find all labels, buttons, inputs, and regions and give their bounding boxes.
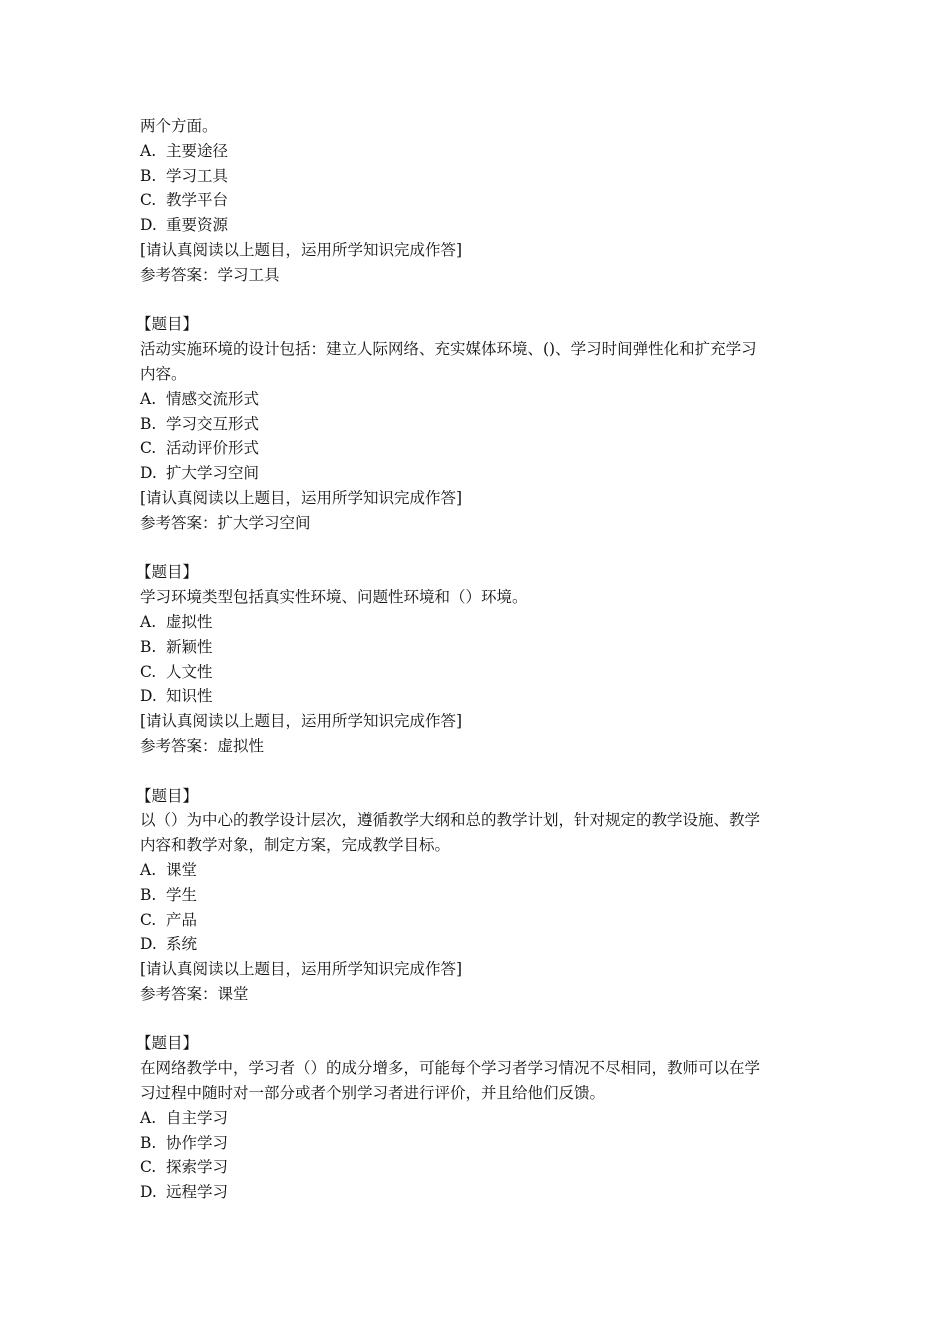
option-text: 探索学习 [166, 1158, 229, 1177]
option-letter: C. [140, 910, 157, 929]
option-letter: D. [140, 464, 157, 483]
option-text: 知识性 [166, 687, 213, 706]
question-heading: 【题目】 [136, 315, 199, 334]
question-fragment [140, 114, 820, 288]
option-letter: D. [140, 216, 157, 235]
option-a [140, 1106, 820, 1131]
option-letter: A. [140, 389, 157, 408]
reference-answer: 参考答案：扩大学习空间 [140, 513, 311, 532]
question-block [136, 312, 820, 535]
option-text: 产品 [166, 910, 198, 929]
option-c [140, 908, 820, 933]
option-letter: A. [140, 612, 157, 631]
question-block [136, 784, 820, 1007]
document-page [136, 114, 820, 1205]
option-text: 新颖性 [166, 637, 213, 656]
option-c [140, 436, 820, 461]
option-d [140, 932, 820, 957]
option-b [140, 635, 820, 660]
option-a [140, 858, 820, 883]
option-letter: B. [140, 1133, 157, 1152]
option-b [140, 164, 820, 189]
option-text: 虚拟性 [166, 612, 213, 631]
option-text: 情感交流形式 [166, 389, 260, 408]
option-text: 活动评价形式 [166, 439, 260, 458]
option-text: 重要资源 [166, 216, 229, 235]
option-d [140, 213, 820, 238]
option-b [140, 412, 820, 437]
question-stem-line: 习过程中随时对一部分或者个别学习者进行评价，并且给他们反馈。 [140, 1084, 606, 1103]
option-letter: A. [140, 860, 157, 879]
option-text: 学习交互形式 [166, 414, 260, 433]
option-b [140, 883, 820, 908]
option-letter: B. [140, 637, 157, 656]
option-text: 课堂 [166, 860, 198, 879]
reference-answer: 参考答案：学习工具 [140, 265, 280, 284]
option-letter: D. [140, 935, 157, 954]
question-stem-line: 内容。 [140, 364, 187, 383]
question-block [136, 1031, 820, 1205]
option-letter: B. [140, 885, 157, 904]
question-stem-line: 以（）为中心的教学设计层次，遵循教学大纲和总的教学计划，针对规定的教学设施、教学 [140, 811, 761, 830]
option-d [140, 1180, 820, 1205]
question-stem-line: 在网络教学中，学习者（）的成分增多，可能每个学习者学习情况不尽相同，教师可以在学 [140, 1059, 761, 1078]
instruction-text: [请认真阅读以上题目，运用所学知识完成作答] [140, 240, 463, 259]
option-letter: C. [140, 191, 157, 210]
option-text: 系统 [166, 935, 198, 954]
option-text: 学习工具 [166, 166, 229, 185]
option-text: 扩大学习空间 [166, 464, 260, 483]
option-letter: C. [140, 1158, 157, 1177]
option-text: 主要途径 [166, 141, 229, 160]
option-d [140, 684, 820, 709]
option-d [140, 461, 820, 486]
question-stem-line: 学习环境类型包括真实性环境、问题性环境和（）环境。 [140, 588, 528, 607]
instruction-text: [请认真阅读以上题目，运用所学知识完成作答] [140, 960, 463, 979]
question-heading: 【题目】 [136, 786, 199, 805]
question-heading: 【题目】 [136, 1034, 199, 1053]
option-text: 自主学习 [166, 1108, 229, 1127]
instruction-text: [请认真阅读以上题目，运用所学知识完成作答] [140, 488, 463, 507]
option-text: 远程学习 [166, 1183, 229, 1202]
option-text: 学生 [166, 885, 198, 904]
question-heading: 【题目】 [136, 563, 199, 582]
option-letter: D. [140, 1183, 157, 1202]
question-block [136, 560, 820, 758]
option-letter: D. [140, 687, 157, 706]
option-letter: A. [140, 1108, 157, 1127]
option-text: 协作学习 [166, 1133, 229, 1152]
option-c [140, 660, 820, 685]
question-stem-line: 内容和教学对象，制定方案，完成教学目标。 [140, 836, 451, 855]
option-c [140, 188, 820, 213]
option-c [140, 1155, 820, 1180]
reference-answer: 参考答案：课堂 [140, 984, 249, 1003]
question-stem-tail: 两个方面。 [140, 117, 218, 135]
option-a [140, 139, 820, 164]
option-b [140, 1131, 820, 1156]
option-text: 教学平台 [166, 191, 229, 210]
option-text: 人文性 [166, 662, 213, 681]
reference-answer: 参考答案：虚拟性 [140, 736, 265, 755]
option-letter: C. [140, 439, 157, 458]
question-stem-line: 活动实施环境的设计包括：建立人际网络、充实媒体环境、()、学习时间弹性化和扩充学习 [140, 340, 757, 359]
option-letter: B. [140, 166, 157, 185]
option-a [140, 610, 820, 635]
option-letter: A. [140, 141, 157, 160]
option-a [140, 387, 820, 412]
instruction-text: [请认真阅读以上题目，运用所学知识完成作答] [140, 712, 463, 731]
option-letter: B. [140, 414, 157, 433]
option-letter: C. [140, 662, 157, 681]
